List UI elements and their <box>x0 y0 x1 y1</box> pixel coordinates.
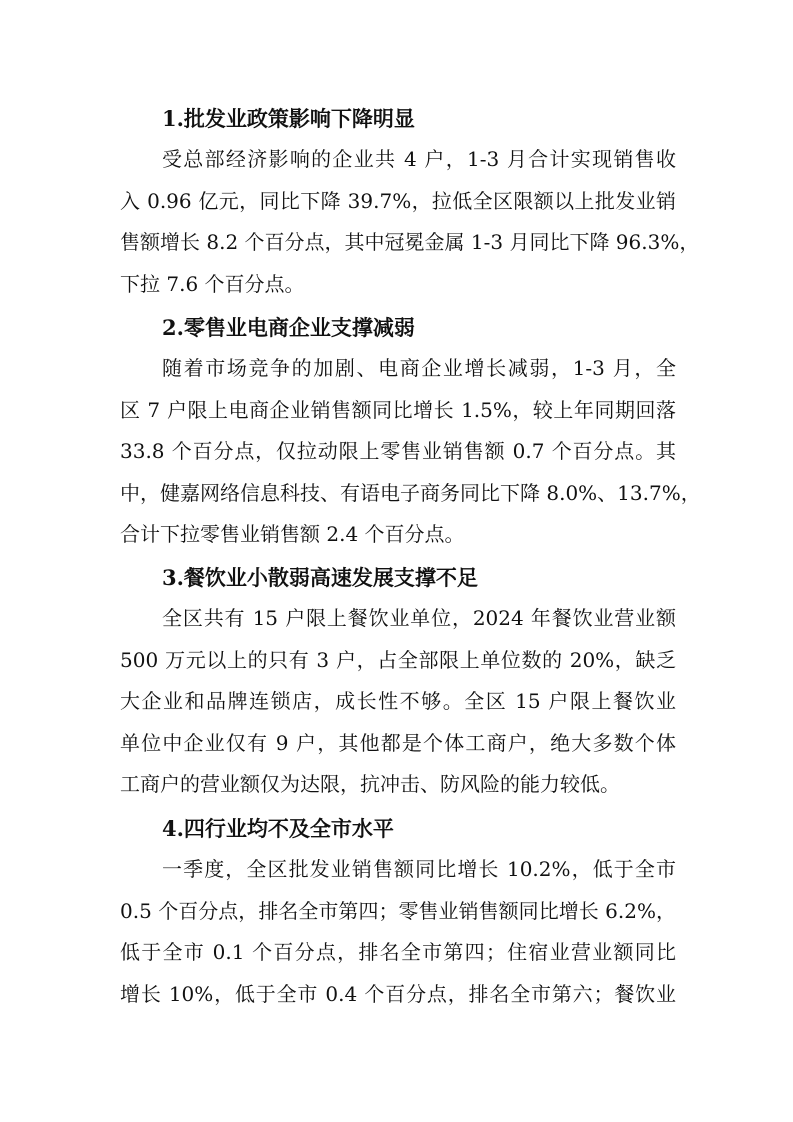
paragraph-line: 区 7 户限上电商企业销售额同比增长 1.5%，较上年同期回落 <box>120 397 676 422</box>
paragraph-line: 受总部经济影响的企业共 4 户，1-3 月合计实现销售收 <box>162 147 676 171</box>
paragraph-line: 33.8 个百分点，仅拉动限上零售业销售额 0.7 个百分点。其 <box>120 439 676 463</box>
paragraph-line: 一季度，全区批发业销售额同比增长 10.2%，低于全市 <box>162 857 676 881</box>
paragraph-line: 0.5 个百分点，排名全市第四；零售业销售额同比增长 6.2%， <box>120 898 676 923</box>
section-heading: 1.批发业政策影响下降明显 <box>162 106 415 131</box>
paragraph-line: 大企业和品牌连锁店，成长性不够。全区 15 户限上餐饮业 <box>120 689 676 713</box>
paragraph-line: 随着市场竞争的加剧、电商企业增长减弱，1-3 月，全 <box>162 356 676 380</box>
section-heading: 2.零售业电商企业支撑减弱 <box>162 315 415 340</box>
paragraph-line: 入 0.96 亿元，同比下降 39.7%，拉低全区限额以上批发业销 <box>120 188 676 213</box>
paragraph-line: 下拉 7.6 个百分点。 <box>120 271 305 296</box>
paragraph-line: 售额增长 8.2 个百分点，其中冠冕金属 1-3 月同比下降 96.3%， <box>120 230 700 254</box>
paragraph-line: 增长 10%，低于全市 0.4 个百分点，排名全市第六；餐饮业 <box>120 981 676 1006</box>
section-heading: 3.餐饮业小散弱高速发展支撑不足 <box>162 565 478 590</box>
paragraph-line: 全区共有 15 户限上餐饮业单位，2024 年餐饮业营业额 <box>162 606 676 630</box>
paragraph-line: 单位中企业仅有 9 户，其他都是个体工商户，绝大多数个体 <box>120 730 676 755</box>
section-four-industries <box>120 808 676 1015</box>
paragraph-line: 合计下拉零售业销售额 2.4 个百分点。 <box>120 522 465 546</box>
section-retail-ecommerce <box>120 307 701 556</box>
section-catering <box>120 557 676 806</box>
section-wholesale <box>120 98 700 305</box>
section-heading: 4.四行业均不及全市水平 <box>162 816 394 841</box>
paragraph-line: 500 万元以上的只有 3 户，占全部限上单位数的 20%，缺乏 <box>120 647 676 672</box>
paragraph-line: 中，健嘉网络信息科技、有语电子商务同比下降 8.0%、13.7%， <box>120 480 701 505</box>
paragraph-line: 工商户的营业额仅为达限，抗冲击、防风险的能力较低。 <box>120 772 620 796</box>
paragraph-line: 低于全市 0.1 个百分点，排名全市第四；住宿业营业额同比 <box>120 940 676 964</box>
